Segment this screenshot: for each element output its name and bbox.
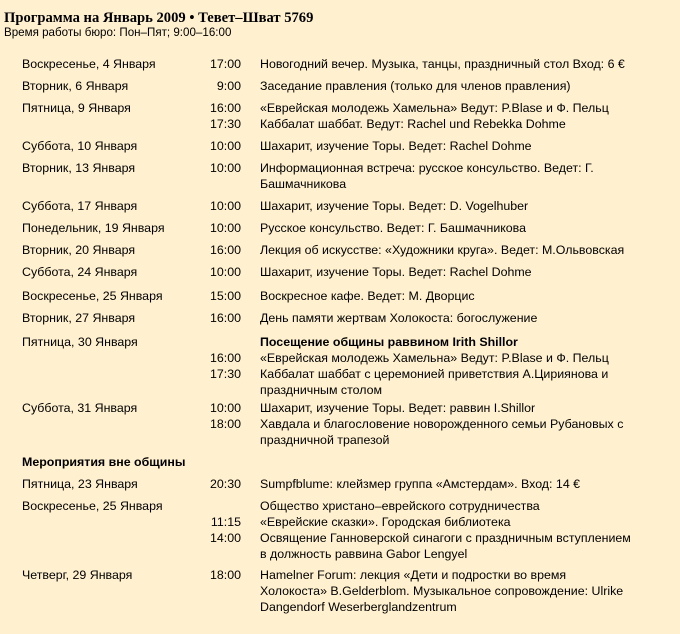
event-time: 18:00: [209, 417, 241, 431]
event-day: Суббота, 24 Января: [22, 265, 138, 279]
event-time: 10:00: [209, 265, 241, 279]
event-time: 18:00: [209, 568, 241, 582]
event-description: Освящение Ганноверской синагоги с праздничным вступлением: [260, 531, 631, 545]
event-time: 16:00: [209, 351, 241, 365]
event-time: 15:00: [209, 289, 241, 303]
event-description: в должность раввина Gabor Lengyel: [260, 547, 468, 561]
event-time: 16:00: [209, 243, 241, 257]
event-description: Башмачникова: [260, 177, 347, 191]
event-description: Каббалат шаббат с церемонией приветствия А.Цириянова и: [260, 367, 609, 381]
event-day: Вторник, 6 Января: [22, 79, 129, 93]
event-description: Hamelner Forum: лекция «Дети и подростки во время: [260, 568, 567, 582]
event-description: Новогодний вечер. Музыка, танцы, праздничный стол Вход: 6 €: [260, 57, 625, 71]
event-description: Холокоста» B.Gelderblom. Музыкальное сопровождение: Ulrike: [260, 584, 624, 598]
event-description: Общество христано–еврейского сотрудничества: [260, 499, 540, 513]
event-description: День памяти жертвам Холокоста: богослужение: [260, 311, 538, 325]
event-day: Вторник, 20 Января: [22, 243, 136, 257]
event-day: Суббота, 10 Января: [22, 139, 138, 153]
event-description: Русское консульство. Ведет: Г. Башмачникова: [260, 221, 527, 235]
event-description: Шахарит, изучение Торы. Ведет: D. Vogelhuber: [260, 199, 529, 213]
event-time: 10:00: [209, 221, 241, 235]
event-time: 17:00: [209, 57, 241, 71]
event-description: Каббалат шаббат. Ведут: Rachel und Rebekka Dohme: [260, 117, 566, 131]
outside-events-heading: Мероприятия вне общины: [22, 455, 186, 469]
event-description: Шахарит, изучение Торы. Ведет: раввин I.Shillor: [260, 401, 536, 415]
event-time: 16:00: [209, 101, 241, 115]
event-day: Суббота, 31 Января: [22, 401, 138, 415]
event-time: 20:30: [209, 477, 241, 491]
event-description: Шахарит, изучение Торы. Ведет: Rachel Dohme: [260, 265, 532, 279]
event-description: «Еврейские сказки». Городская библиотека: [260, 515, 511, 529]
event-day: Понедельник, 19 Января: [22, 221, 165, 235]
event-day: Вторник, 27 Января: [22, 311, 136, 325]
event-description: Sumpfblume: клейзмер группа «Амстердам». Вход: 14 €: [260, 477, 581, 491]
event-day: Вторник, 13 Января: [22, 161, 136, 175]
event-description: Шахарит, изучение Торы. Ведет: Rachel Dohme: [260, 139, 532, 153]
event-day: Воскресенье, 25 Января: [22, 289, 163, 303]
event-description: Заседание правления (только для членов правления): [260, 79, 571, 93]
event-day: Пятница, 23 Января: [22, 477, 138, 491]
event-description: Dangendorf Weserberglandzentrum: [260, 600, 457, 614]
event-time: 17:30: [209, 367, 241, 381]
office-hours: Время работы бюро: Пон–Пят; 9:00–16:00: [4, 26, 232, 39]
event-day: Пятница, 30 Января: [22, 335, 138, 349]
event-description: «Еврейская молодежь Хамельна» Ведут: P.Blase и Ф. Пельц: [260, 101, 609, 115]
event-time: 14:00: [209, 531, 241, 545]
event-description: Воскресное кафе. Ведет: М. Дворцис: [260, 289, 475, 303]
event-time: 17:30: [209, 117, 241, 131]
event-day: Четверг, 29 Января: [22, 568, 133, 582]
event-description: праздничным столом: [260, 383, 383, 397]
event-description: Информационная встреча: русское консульство. Ведет: Г.: [260, 161, 594, 175]
event-description: праздничной трапезой: [260, 433, 390, 447]
event-time: 9:00: [216, 79, 241, 93]
event-day: Воскресенье, 4 Января: [22, 57, 156, 71]
event-description: Лекция об искусстве: «Художники круга». Ведет: М.Ольвовская: [260, 243, 625, 257]
event-time: 10:00: [209, 139, 241, 153]
event-description: Посещение общины раввином Irith Shillor: [260, 335, 518, 349]
event-time: 16:00: [209, 311, 241, 325]
event-time: 11:15: [210, 515, 241, 529]
event-day: Пятница, 9 Января: [22, 101, 131, 115]
event-description: «Еврейская молодежь Хамельна» Ведут: P.Blase и Ф. Пельц: [260, 351, 609, 365]
event-time: 10:00: [209, 161, 241, 175]
page-title: Программа на Январь 2009 • Тевет–Шват 5769: [4, 10, 314, 26]
event-day: Воскресенье, 25 Января: [22, 499, 163, 513]
event-description: Хавдала и благословение новорожденного семьи Рубановых с: [260, 417, 624, 431]
event-time: 10:00: [209, 401, 241, 415]
event-time: 10:00: [209, 199, 241, 213]
event-day: Суббота, 17 Января: [22, 199, 138, 213]
